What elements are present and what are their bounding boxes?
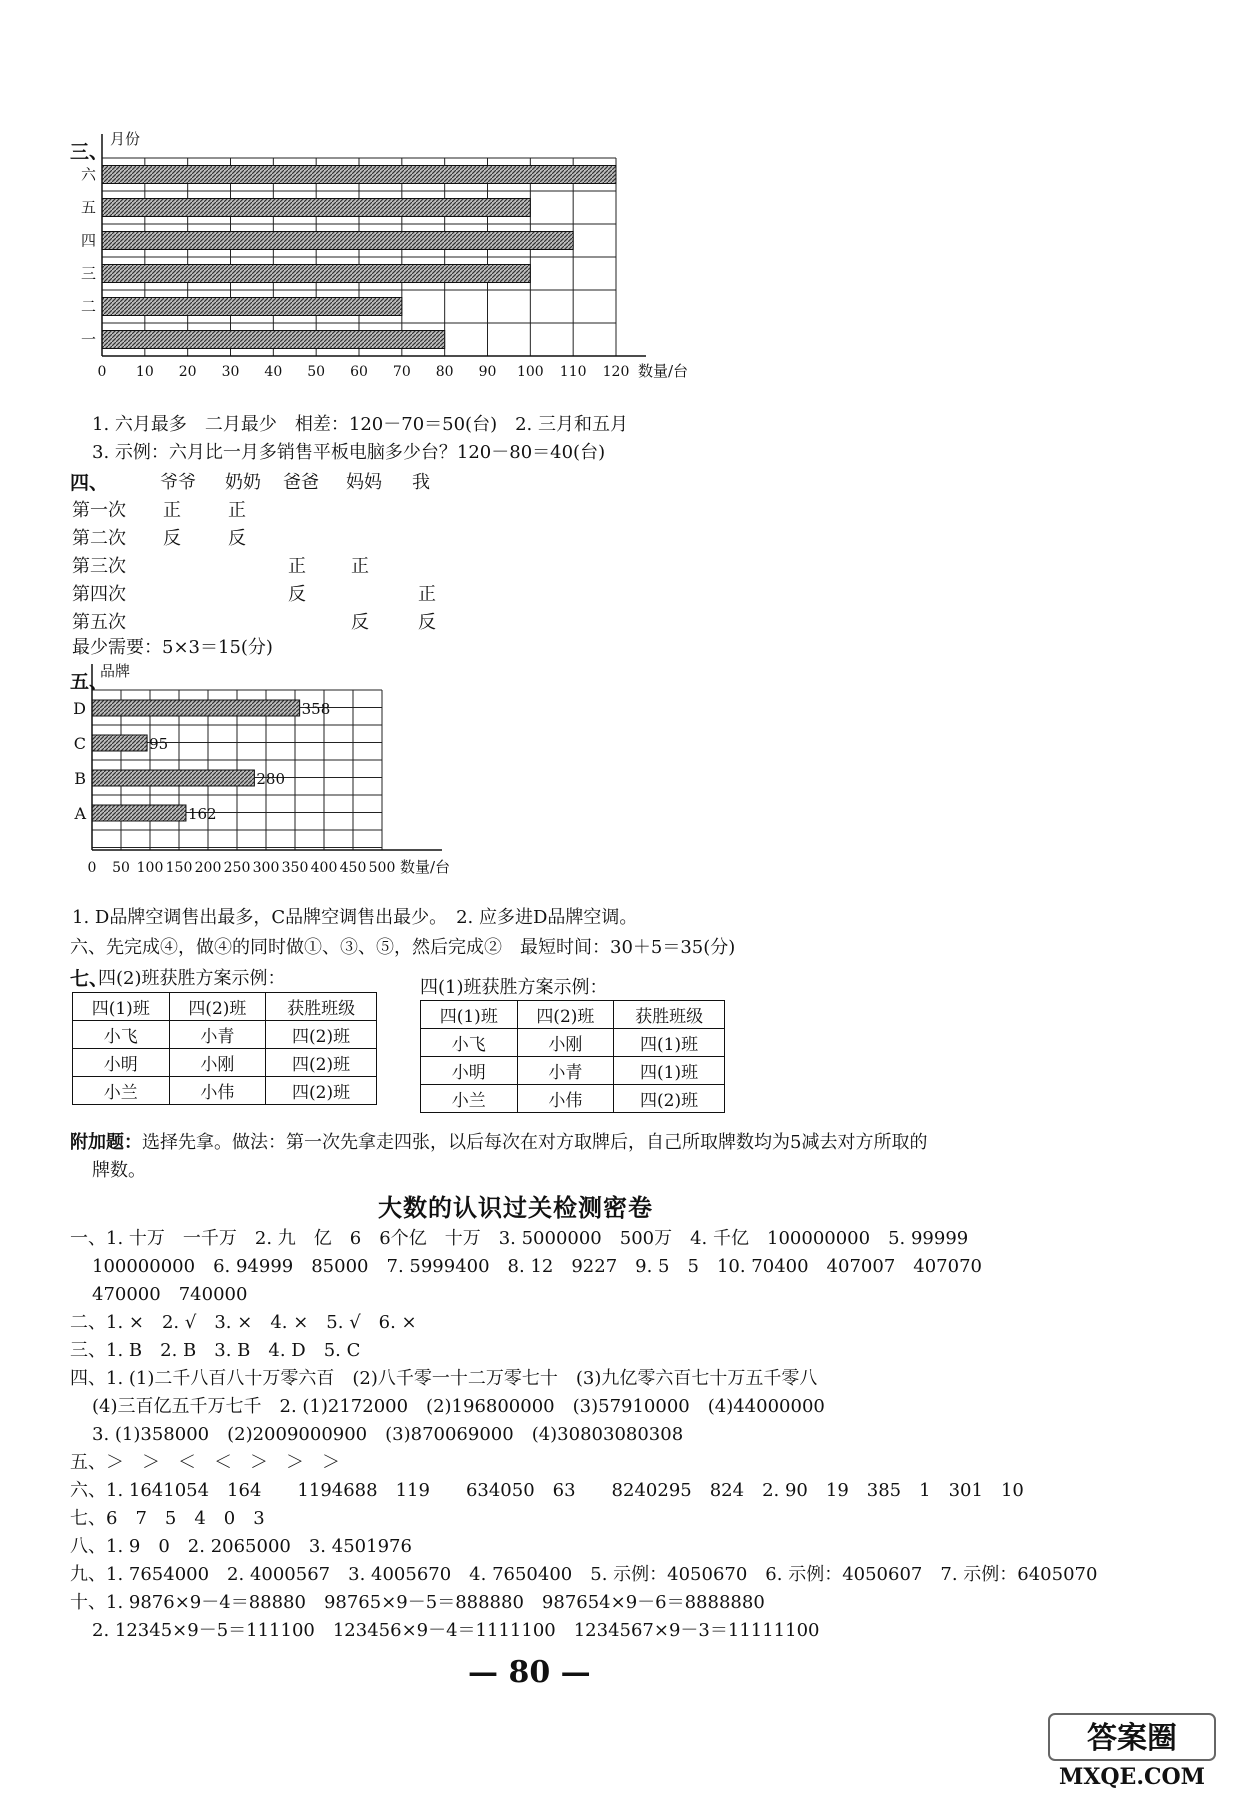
x-tick-label: 50 bbox=[112, 860, 130, 876]
section-5-line: 1. D品牌空调售出最多，C品牌空调售出最少。 2. 应多进D品牌空调。 bbox=[72, 907, 638, 928]
table-cell: 小明 bbox=[421, 1057, 518, 1085]
table-row bbox=[421, 1085, 725, 1113]
y-axis-title: 品牌 bbox=[100, 662, 131, 680]
section-4-result: 最少需要：5×3＝15(分) bbox=[72, 637, 273, 658]
answer-line: (4)三百亿五千万七千 2. (1)2172000 (2)196800000 (3)57910000 (4)44000000 bbox=[92, 1396, 825, 1417]
table-row bbox=[73, 1021, 377, 1049]
x-axis-title: 数量/台 bbox=[638, 362, 689, 380]
x-tick-label: 150 bbox=[165, 860, 193, 876]
coin-header-3: 爸爸 bbox=[283, 472, 319, 493]
x-tick-label: 300 bbox=[252, 860, 280, 876]
svg-text:答案圈: 答案圈 bbox=[1087, 1721, 1177, 1756]
data-label-C: 95 bbox=[149, 735, 169, 753]
coin-cell: 反 bbox=[351, 612, 369, 633]
y-tick-label: 三 bbox=[80, 264, 96, 283]
answer-line: 九、1. 7654000 2. 4000567 3. 4005670 4. 7650400 5. 示例：4050670 6. 示例：4050607 7. 示例：6405070 bbox=[70, 1564, 1098, 1585]
table-header-row bbox=[73, 993, 377, 1021]
y-tick-label: 六 bbox=[80, 165, 96, 184]
x-tick-label: 100 bbox=[136, 860, 164, 876]
section-5-label: 五、 bbox=[70, 671, 109, 693]
chart-sales-by-month bbox=[60, 130, 700, 410]
table-cell: 小伟 bbox=[169, 1077, 266, 1105]
coin-cell: 反 bbox=[228, 528, 246, 549]
bar-C bbox=[92, 735, 147, 751]
extra-label: 附加题： bbox=[70, 1132, 142, 1153]
answer-line: 五、＞ ＞ ＜ ＜ ＞ ＞ ＞ bbox=[70, 1452, 340, 1473]
extra-line-1: 选择先拿。做法：第一次先拿走四张，以后每次在对方取牌后，自己所取牌数均为5减去对方所取的 bbox=[142, 1132, 928, 1153]
table-row bbox=[73, 1077, 377, 1105]
table-cell: 小飞 bbox=[73, 1021, 170, 1049]
extra-line-2: 牌数。 bbox=[92, 1160, 146, 1181]
table-cell: 四(1)班 bbox=[421, 1001, 518, 1029]
table-cell: 小青 bbox=[169, 1021, 266, 1049]
x-tick-label: 110 bbox=[559, 364, 587, 380]
right-plan-title: 四(1)班获胜方案示例： bbox=[420, 977, 608, 998]
x-tick-label: 250 bbox=[223, 860, 251, 876]
table-cell: 小兰 bbox=[421, 1085, 518, 1113]
answer-line: 八、1. 9 0 2. 2065000 3. 4501976 bbox=[70, 1536, 412, 1557]
y-axis-title: 月份 bbox=[110, 130, 141, 148]
data-label-D: 358 bbox=[301, 700, 331, 718]
table-cell: 小伟 bbox=[517, 1085, 614, 1113]
y-tick-label: D bbox=[73, 699, 86, 718]
extra-question bbox=[70, 1128, 927, 1154]
x-tick-label: 500 bbox=[368, 860, 396, 876]
x-tick-label: 200 bbox=[194, 860, 222, 876]
answer-line: 一、1. 十万 一千万 2. 九 亿 6 6个亿 十万 3. 5000000 500万 4. 千亿 100000000 5. 99999 bbox=[70, 1228, 969, 1249]
table-cell: 四(2)班 bbox=[266, 1021, 377, 1049]
x-tick-label: 80 bbox=[435, 364, 454, 380]
coin-header-5: 我 bbox=[412, 472, 430, 493]
x-tick-label: 100 bbox=[516, 364, 544, 380]
x-tick-label: 90 bbox=[478, 364, 497, 380]
coin-cell: 正 bbox=[228, 500, 246, 521]
data-label-B: 280 bbox=[256, 770, 286, 788]
coin-header-1: 爷爷 bbox=[160, 472, 196, 493]
bar-B bbox=[92, 770, 254, 786]
chart-aircon-brands bbox=[60, 660, 480, 895]
table-cell: 获胜班级 bbox=[614, 1001, 725, 1029]
answer-line: 3. (1)358000 (2)2009000900 (3)870069000 (4)30803080308 bbox=[92, 1424, 684, 1445]
y-tick-label: A bbox=[74, 804, 86, 823]
bar-A bbox=[92, 805, 186, 821]
page-number: — 80 — bbox=[468, 1655, 591, 1690]
x-tick-label: 50 bbox=[307, 364, 326, 380]
coin-row-label: 第一次 bbox=[72, 500, 126, 521]
x-tick-label: 20 bbox=[178, 364, 197, 380]
x-tick-label: 400 bbox=[310, 860, 338, 876]
coin-cell: 正 bbox=[351, 556, 369, 577]
watermark-logo bbox=[1047, 1712, 1217, 1792]
data-label-A: 162 bbox=[187, 805, 217, 823]
right-plan-table bbox=[420, 1000, 725, 1113]
coin-header-4: 妈妈 bbox=[346, 472, 382, 493]
table-cell: 四(1)班 bbox=[73, 993, 170, 1021]
x-tick-label: 0 bbox=[97, 364, 107, 380]
coin-header-2: 奶奶 bbox=[225, 472, 261, 493]
x-tick-label: 60 bbox=[350, 364, 368, 380]
section-3-line-1: 1. 六月最多 二月最少 相差：120－70＝50(台) 2. 三月和五月 bbox=[92, 414, 628, 435]
x-tick-label: 120 bbox=[602, 364, 630, 380]
coin-cell: 反 bbox=[288, 584, 306, 605]
answer-line: 二、1. × 2. √ 3. × 4. × 5. √ 6. × bbox=[70, 1312, 417, 1333]
bar-六 bbox=[102, 166, 616, 184]
answer-line: 六、1. 1641054 164 1194688 119 634050 63 8240295 824 2. 90 19 385 1 301 10 bbox=[70, 1480, 1024, 1501]
table-cell: 四(2)班 bbox=[614, 1085, 725, 1113]
answer-line: 三、1. B 2. B 3. B 4. D 5. C bbox=[70, 1340, 361, 1361]
bar-五 bbox=[102, 199, 530, 217]
svg-text:MXQE.COM: MXQE.COM bbox=[1058, 1764, 1206, 1790]
section-3-label: 三、 bbox=[70, 141, 109, 163]
left-plan-table bbox=[72, 992, 377, 1105]
coin-cell: 正 bbox=[288, 556, 306, 577]
coin-cell: 正 bbox=[418, 584, 436, 605]
table-cell: 四(2)班 bbox=[169, 993, 266, 1021]
coin-row-label: 第三次 bbox=[72, 556, 126, 577]
table-cell: 小刚 bbox=[517, 1029, 614, 1057]
page-title: 大数的认识过关检测密卷 bbox=[378, 1193, 653, 1222]
x-tick-label: 0 bbox=[87, 860, 97, 876]
coin-cell: 反 bbox=[418, 612, 436, 633]
bar-三 bbox=[102, 265, 530, 283]
table-cell: 四(2)班 bbox=[266, 1049, 377, 1077]
bar-D bbox=[92, 700, 300, 716]
section-4-label: 四、 bbox=[70, 472, 109, 494]
y-tick-label: C bbox=[73, 734, 86, 753]
table-cell: 小刚 bbox=[169, 1049, 266, 1077]
coin-cell: 反 bbox=[163, 528, 181, 549]
x-axis-title: 数量/台 bbox=[400, 858, 451, 876]
y-tick-label: 一 bbox=[80, 330, 96, 349]
table-cell: 小兰 bbox=[73, 1077, 170, 1105]
section-3-line-2: 3. 示例：六月比一月多销售平板电脑多少台？120－80＝40(台) bbox=[92, 442, 606, 463]
table-cell: 小飞 bbox=[421, 1029, 518, 1057]
table-header-row bbox=[421, 1001, 725, 1029]
left-plan-title: 四(2)班获胜方案示例： bbox=[98, 968, 286, 989]
coin-row-label: 第二次 bbox=[72, 528, 126, 549]
section-7-label: 七、 bbox=[70, 968, 109, 990]
table-row bbox=[421, 1057, 725, 1085]
y-tick-label: B bbox=[74, 769, 86, 788]
answer-line: 100000000 6. 94999 85000 7. 5999400 8. 12 9227 9. 5 5 10. 70400 407007 407070 bbox=[92, 1256, 982, 1277]
coin-row-label: 第四次 bbox=[72, 584, 126, 605]
answer-line: 2. 12345×9－5＝111100 123456×9－4＝1111100 1234567×9－3＝11111100 bbox=[92, 1620, 820, 1641]
y-tick-label: 四 bbox=[80, 231, 96, 250]
answer-line: 七、6 7 5 4 0 3 bbox=[70, 1508, 265, 1529]
section-6-line: 六、先完成④，做④的同时做①、③、⑤，然后完成② 最短时间：30＋5＝35(分) bbox=[70, 937, 736, 958]
table-cell: 四(1)班 bbox=[614, 1029, 725, 1057]
y-tick-label: 五 bbox=[80, 198, 96, 217]
x-tick-label: 70 bbox=[392, 364, 411, 380]
answer-line: 四、1. (1)二千八百八十万零六百 (2)八千零一十二万零七十 (3)九亿零六百七十万五千零八 bbox=[70, 1368, 818, 1389]
table-cell: 小青 bbox=[517, 1057, 614, 1085]
bar-四 bbox=[102, 232, 573, 250]
bar-二 bbox=[102, 298, 402, 316]
coin-cell: 正 bbox=[163, 500, 181, 521]
table-cell: 获胜班级 bbox=[266, 993, 377, 1021]
answer-line: 470000 740000 bbox=[92, 1284, 248, 1305]
x-tick-label: 30 bbox=[221, 364, 240, 380]
table-row bbox=[73, 1049, 377, 1077]
x-tick-label: 40 bbox=[264, 364, 283, 380]
y-tick-label: 二 bbox=[80, 297, 96, 316]
coin-row-label: 第五次 bbox=[72, 612, 126, 633]
x-tick-label: 10 bbox=[135, 364, 154, 380]
x-tick-label: 450 bbox=[339, 860, 367, 876]
table-cell: 四(2)班 bbox=[266, 1077, 377, 1105]
table-cell: 四(2)班 bbox=[517, 1001, 614, 1029]
table-row bbox=[421, 1029, 725, 1057]
x-tick-label: 350 bbox=[281, 860, 309, 876]
table-cell: 四(1)班 bbox=[614, 1057, 725, 1085]
answer-line: 十、1. 9876×9－4＝88880 98765×9－5＝888880 987654×9－6＝8888880 bbox=[70, 1592, 765, 1613]
bar-一 bbox=[102, 331, 445, 349]
table-cell: 小明 bbox=[73, 1049, 170, 1077]
